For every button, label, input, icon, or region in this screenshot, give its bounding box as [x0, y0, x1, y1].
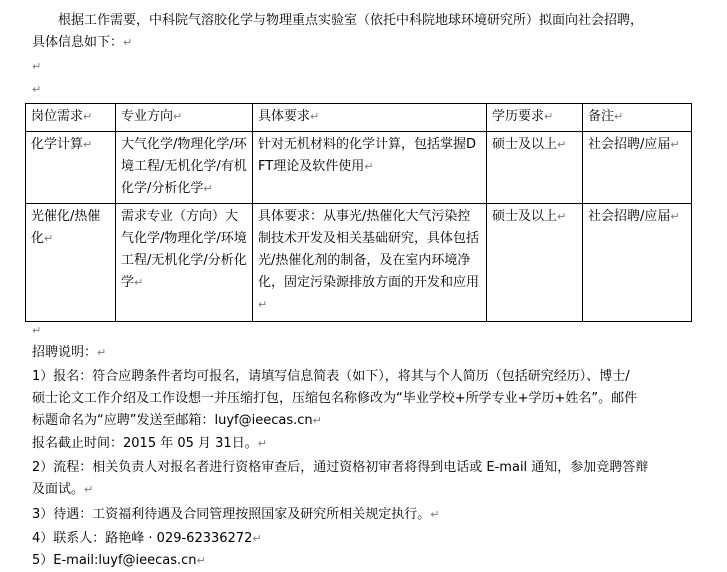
note-item-2-line-1: 2）流程：相关负责人对报名者进行资格审查后，通过资格初审者将得到电话或 E-mail 通知，参加竞聘答辩	[32, 460, 649, 475]
table-cell: 硕士及以上↵	[487, 204, 583, 322]
note-item-2-line-2: 及面试。↵	[32, 482, 94, 497]
empty-line	[32, 79, 41, 101]
table-cell: 需求专业（方向）大气化学/物理化学/环境工程/无机化学/分析化学↵	[116, 204, 253, 322]
paragraph-mark: ↵	[32, 83, 42, 96]
empty-line	[32, 56, 41, 78]
note-item-1-line-1: 1）报名：符合应聘条件者均可报名，请填写信息简表（如下），将其与个人简历（包括研究经历）、博士/	[32, 369, 630, 384]
job-table	[25, 103, 692, 322]
note-item-4: 4）联系人：路艳峰 · 029-62336272↵	[32, 531, 262, 546]
table-cell: 光催化/热催化↵	[26, 204, 116, 322]
intro-line-1: 根据工作需要，中科院气溶胶化学与物理重点实验室（依托中科院地球环境研究所）拟面向社会招聘，	[58, 13, 644, 28]
table-cell: 硕士及以上↵	[487, 132, 583, 204]
table-cell: 大气化学/物理化学/环境工程/无机化学/有机化学/分析化学↵	[116, 132, 253, 204]
table-cell: 社会招聘/应届↵	[583, 132, 692, 204]
header-cell: 学历要求↵	[487, 104, 583, 132]
paragraph-mark: ↵	[312, 414, 322, 427]
note-item-1-line-3: 标题命名为“应聘”发送至邮箱：luyf@ieecas.cn↵	[32, 413, 322, 428]
intro-line-2: 具体信息如下：↵	[32, 35, 133, 50]
paragraph-mark: ↵	[123, 36, 133, 49]
header-cell: 岗位需求↵	[26, 104, 116, 132]
table-cell: 针对无机材料的化学计算，包括掌握DFT理论及软件使用↵	[253, 132, 487, 204]
table-cell: 化学计算↵	[26, 132, 116, 204]
paragraph-mark: ↵	[257, 437, 267, 450]
notes-title: 招聘说明：↵	[32, 345, 107, 360]
note-item-5: 5）E-mail:luyf@ieecas.cn↵	[32, 553, 206, 568]
paragraph-mark: ↵	[196, 554, 206, 567]
paragraph-mark: ↵	[84, 483, 94, 496]
deadline: 报名截止时间：2015 年 05 月 31日。↵	[32, 436, 267, 451]
paragraph-mark: ↵	[32, 60, 42, 73]
header-cell: 专业方向↵	[116, 104, 253, 132]
note-item-3: 3）待遇：工资福利待遇及合同管理按照国家及研究所相关规定执行。↵	[32, 507, 440, 522]
table-row	[26, 204, 692, 322]
table-header-row	[26, 104, 692, 132]
header-cell: 具体要求↵	[253, 104, 487, 132]
header-cell: 备注↵	[583, 104, 692, 132]
paragraph-mark: ↵	[97, 346, 107, 359]
note-item-1-line-2: 硕士论文工作介绍及工作设想一并压缩打包，压缩包名称修改为“毕业学校+所学专业+学历+姓名”。邮件	[32, 391, 638, 406]
table-row	[26, 132, 692, 204]
paragraph-mark: ↵	[252, 532, 262, 545]
empty-line	[32, 320, 41, 342]
paragraph-mark: ↵	[430, 508, 440, 521]
table-cell: 具体要求：从事光/热催化大气污染控制技术开发及相关基础研究，具体包括光/热催化剂的制备，及在室内环境净化，固定污染源排放方面的开发和应用↵	[253, 204, 487, 322]
paragraph-mark: ↵	[32, 324, 42, 337]
table-cell: 社会招聘/应届↵	[583, 204, 692, 322]
